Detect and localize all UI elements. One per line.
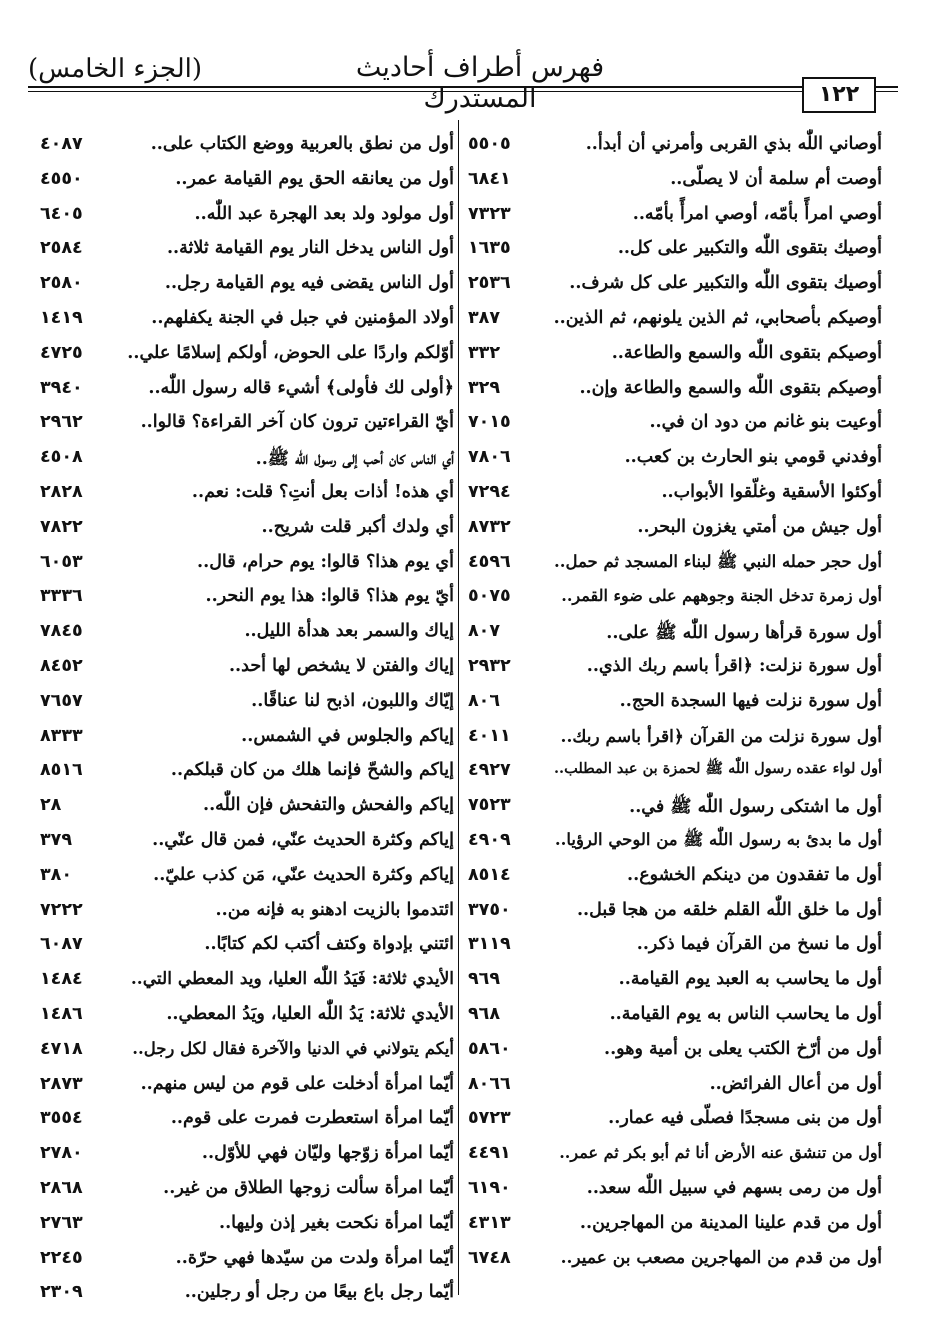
entry-reference-number: ١٤١٩ bbox=[40, 307, 83, 328]
index-entry bbox=[462, 1209, 882, 1244]
entry-text: أيّ القراءتين ترون كان آخر القراءة؟ قالوا.. bbox=[140, 412, 454, 433]
entry-reference-number: ٧٨٠٦ bbox=[468, 447, 511, 468]
entry-reference-number: ٢٣٠٩ bbox=[40, 1282, 83, 1303]
entry-reference-number: ٨٥١٤ bbox=[468, 864, 511, 885]
index-entry bbox=[40, 1278, 458, 1313]
entry-reference-number: ٩٦٨ bbox=[468, 1003, 501, 1024]
index-entry bbox=[462, 1000, 882, 1035]
entry-reference-number: ٥٧٢٣ bbox=[468, 1108, 511, 1129]
index-entry bbox=[462, 130, 882, 165]
entry-reference-number: ٨٠٦ bbox=[468, 690, 501, 711]
entry-reference-number: ١٤٨٤ bbox=[40, 969, 83, 990]
index-entry bbox=[40, 930, 458, 965]
index-entry bbox=[462, 374, 882, 409]
entry-reference-number: ٥٥٠٥ bbox=[468, 134, 511, 154]
entry-text: أيّما امرأة ولدت من سيّدها فهي حرّة.. bbox=[175, 1247, 454, 1268]
entry-text: أوعيت بنو غانم من دود ان في.. bbox=[649, 412, 882, 433]
entry-reference-number: ٧٦٥٧ bbox=[40, 690, 83, 711]
index-entry bbox=[40, 687, 458, 722]
index-entry bbox=[40, 756, 458, 791]
index-entry bbox=[462, 582, 882, 617]
index-entry bbox=[40, 374, 458, 409]
index-entry bbox=[40, 861, 458, 896]
index-entry bbox=[462, 234, 882, 269]
entry-text: أي هذه! أذات بعل أنتِ؟ قلت: نعم.. bbox=[191, 481, 454, 502]
entry-text: إياك والفتن لا يشخص لها أحد.. bbox=[228, 655, 454, 676]
entry-text: أول الناس يقضى فيه يوم القيامة رجل.. bbox=[164, 273, 454, 294]
entry-text: أول من تنشق عنه الأرض أنا ثم أبو بكر ثم عمر.. bbox=[559, 1143, 882, 1163]
index-entry bbox=[40, 1000, 458, 1035]
index-entry bbox=[462, 1070, 882, 1105]
entry-reference-number: ٤٤٩١ bbox=[468, 1143, 511, 1164]
index-entry bbox=[40, 1139, 458, 1174]
entry-reference-number: ٨٣٣٣ bbox=[40, 725, 83, 746]
entry-reference-number: ٢٧٦٣ bbox=[40, 1212, 83, 1233]
entry-reference-number: ١٤٨٦ bbox=[40, 1003, 83, 1024]
index-entry bbox=[462, 200, 882, 235]
index-entry bbox=[40, 513, 458, 548]
index-entry bbox=[40, 339, 458, 374]
entry-text: أول ما تفقدون من دينكم الخشوع.. bbox=[627, 864, 882, 885]
index-entry bbox=[40, 617, 458, 652]
index-entry bbox=[462, 722, 882, 757]
entry-reference-number: ١٦٣٥ bbox=[468, 238, 511, 259]
entry-text: أول جيش من أمتي يغزون البحر.. bbox=[637, 516, 882, 537]
entry-reference-number: ٧٢٩٤ bbox=[468, 481, 511, 502]
entry-text: إياكم والشحّ فإنما هلك من كان قبلكم.. bbox=[170, 760, 454, 781]
entry-reference-number: ٢٥٣٦ bbox=[468, 273, 511, 294]
entry-reference-number: ٨٧٣٢ bbox=[468, 516, 511, 537]
entry-text: أيّما امرأة سألت زوجها الطلاق من غير.. bbox=[163, 1177, 454, 1198]
index-entry bbox=[40, 652, 458, 687]
index-entry bbox=[40, 826, 458, 861]
entry-text: ائتني بإدواة وكتف أكتب لكم كتابًا.. bbox=[204, 934, 454, 955]
entry-reference-number: ٢٨ bbox=[40, 795, 62, 816]
index-entry bbox=[40, 896, 458, 931]
entry-text: ائتدموا بالزيت ادهنو به فإنه من.. bbox=[215, 899, 454, 920]
entry-text: أوصيكم بتقوى اللّٰه والسمع والطاعة.. bbox=[611, 342, 882, 363]
entry-reference-number: ٣٢٩ bbox=[468, 377, 501, 398]
entry-text: أول من بنى مسجدًا فصلّى فيه عمار.. bbox=[608, 1108, 882, 1129]
index-entry bbox=[462, 513, 882, 548]
index-entry bbox=[40, 200, 458, 235]
entry-reference-number: ٢٨٧٣ bbox=[40, 1073, 83, 1094]
index-entry bbox=[462, 896, 882, 931]
entry-text: أول سورة نزلت من القرآن ﴿اقرأ باسم ربك.. bbox=[560, 726, 882, 747]
entry-reference-number: ٣٣٢ bbox=[468, 342, 501, 363]
entry-reference-number: ٣٩٤٠ bbox=[40, 377, 83, 398]
entry-text: الأيدي ثلاثة: يَدُ اللّٰه العليا، ويَدُ المعطي.. bbox=[166, 1003, 454, 1024]
entry-text: أول ما خلق اللّٰه القلم خلقه من هجا قبل.. bbox=[576, 899, 882, 920]
entry-text: أوّلكم واردًا على الحوض، أولكم إسلامًا علي.. bbox=[127, 342, 454, 363]
entry-text: أول مولود ولد بعد الهجرة عبد اللّٰه.. bbox=[194, 203, 454, 224]
entry-reference-number: ٧٨٢٢ bbox=[40, 516, 83, 537]
entry-text: إياكم والجلوس في الشمس.. bbox=[241, 725, 454, 746]
entry-reference-number: ٢٥٨٤ bbox=[40, 238, 83, 259]
left-column bbox=[40, 130, 458, 1313]
entry-text: أيّما امرأة زوّجها وليّان فهي للأوّل.. bbox=[201, 1143, 454, 1164]
index-entry bbox=[462, 687, 882, 722]
index-entry bbox=[40, 130, 458, 165]
entry-reference-number: ٣٧٩ bbox=[40, 829, 73, 850]
index-entry bbox=[462, 1104, 882, 1139]
entry-text: أول من أعال الفرائض.. bbox=[709, 1073, 882, 1094]
index-entry bbox=[462, 408, 882, 443]
entry-text: أول الناس يدخل النار يوم القيامة ثلاثة.. bbox=[166, 238, 454, 259]
entry-reference-number: ٤٧٢٥ bbox=[40, 342, 83, 363]
entry-reference-number: ٨٥١٦ bbox=[40, 760, 83, 781]
entry-reference-number: ٣٣٣٦ bbox=[40, 586, 83, 607]
entry-reference-number: ٤٩٢٧ bbox=[468, 760, 511, 781]
volume-label: (الجزء الخامس) bbox=[28, 54, 202, 84]
entry-text: أول لواء عقده رسول اللّٰه ﷺ لحمزة بن عبد المطلب.. bbox=[554, 760, 882, 778]
entry-text: أول زمرة تدخل الجنة وجوههم على ضوء القمر.. bbox=[561, 586, 882, 606]
entry-reference-number: ٤٥٩٦ bbox=[468, 551, 511, 572]
entry-text: أول ما بدئ به رسول اللّٰه ﷺ من الوحي الرؤيا.. bbox=[554, 829, 882, 849]
entry-reference-number: ٧٨٤٥ bbox=[40, 621, 83, 642]
index-entry bbox=[40, 443, 458, 478]
entry-text: أوصت أم سلمة أن لا يصلّى.. bbox=[670, 168, 882, 189]
entry-reference-number: ٢٩٣٢ bbox=[468, 655, 511, 676]
entry-reference-number: ٧٠١٥ bbox=[468, 412, 511, 433]
index-entry bbox=[462, 965, 882, 1000]
entry-reference-number: ٤٥٠٨ bbox=[40, 447, 83, 468]
entry-reference-number: ٢٨٦٨ bbox=[40, 1177, 83, 1198]
index-entry bbox=[40, 1174, 458, 1209]
index-entry bbox=[462, 1244, 882, 1279]
entry-reference-number: ٤٥٥٠ bbox=[40, 168, 83, 189]
entry-text: أول ما نسخ من القرآن فيما ذكر.. bbox=[636, 934, 882, 955]
entry-reference-number: ٣٨٧ bbox=[468, 307, 501, 328]
column-divider bbox=[458, 120, 459, 1295]
index-entry bbox=[462, 304, 882, 339]
entry-text: أول سورة قرأها رسول اللّٰه ﷺ على.. bbox=[606, 623, 882, 644]
index-entry bbox=[462, 617, 882, 652]
entry-text: أول من نطق بالعربية ووضع الكتاب على.. bbox=[150, 134, 454, 154]
entry-reference-number: ٥٠٧٥ bbox=[468, 586, 511, 607]
entry-reference-number: ٢٥٨٠ bbox=[40, 273, 83, 294]
index-entry bbox=[462, 861, 882, 896]
entry-reference-number: ٩٦٩ bbox=[468, 969, 501, 990]
header-rule-thin bbox=[28, 91, 898, 92]
header-rule bbox=[28, 86, 898, 88]
entry-reference-number: ٤٠١١ bbox=[468, 725, 511, 746]
index-entry bbox=[40, 408, 458, 443]
entry-reference-number: ٢٧٨٠ bbox=[40, 1143, 83, 1164]
index-entry bbox=[462, 1174, 882, 1209]
entry-text: أول سورة نزلت: ﴿اقرأ باسم ربك الذي.. bbox=[586, 655, 882, 676]
index-entry bbox=[462, 756, 882, 791]
index-entry bbox=[40, 1035, 458, 1070]
entry-text: أول من رمى بسهم في سبيل اللّٰه سعد.. bbox=[586, 1177, 882, 1198]
entry-text: أوصيكم بأصحابي، ثم الذين يلونهم، ثم الذين.. bbox=[553, 307, 882, 328]
index-entry bbox=[462, 1139, 882, 1174]
index-entry bbox=[40, 269, 458, 304]
entry-text: أوصي امرأً بأمّه، أوصي امرأً بأمّه.. bbox=[632, 203, 882, 224]
index-entry bbox=[40, 582, 458, 617]
index-entry bbox=[40, 722, 458, 757]
entry-reference-number: ٣١١٩ bbox=[468, 934, 511, 955]
entry-text: الأيدي ثلاثة: فَيَدُ اللّٰه العليا، ويد المعطي التي.. bbox=[130, 969, 454, 990]
running-title: فهرس أطراف أحاديث المستدرك bbox=[355, 52, 605, 114]
entry-reference-number: ٦٠٥٣ bbox=[40, 551, 83, 572]
entry-text: إياك والسمر بعد هدأة الليل.. bbox=[244, 621, 454, 642]
right-column bbox=[462, 130, 882, 1278]
entry-reference-number: ٧٥٢٣ bbox=[468, 795, 511, 816]
index-entry bbox=[40, 791, 458, 826]
entry-text: أول ما يحاسب به العبد يوم القيامة.. bbox=[618, 969, 882, 990]
entry-reference-number: ٤٧١٨ bbox=[40, 1038, 83, 1059]
index-entry bbox=[40, 1070, 458, 1105]
entry-reference-number: ٨٠٧ bbox=[468, 621, 501, 642]
entry-text: أيّ يوم هذا؟ قالوا: هذا يوم النحر.. bbox=[205, 586, 454, 607]
index-entry bbox=[462, 930, 882, 965]
entry-text: أيّما امرأة استعطرت فمرت على قوم.. bbox=[170, 1108, 454, 1129]
index-entry bbox=[40, 1209, 458, 1244]
index-entry bbox=[462, 269, 882, 304]
entry-text: أول من قدم من المهاجرين مصعب بن عمير.. bbox=[560, 1247, 882, 1268]
index-entry bbox=[462, 478, 882, 513]
entry-reference-number: ٣٨٠ bbox=[40, 864, 73, 885]
index-entry bbox=[462, 652, 882, 687]
entry-text: أول ما اشتكى رسول اللّٰه ﷺ في.. bbox=[629, 797, 882, 818]
index-entry bbox=[40, 965, 458, 1000]
index-entry bbox=[40, 1244, 458, 1279]
entry-reference-number: ٦٤٠٥ bbox=[40, 203, 83, 224]
entry-text: أوصيك بتقوى اللّٰه والتكبير على كل.. bbox=[617, 238, 882, 259]
entry-reference-number: ٤٩٠٩ bbox=[468, 829, 511, 850]
entry-text: أيكم يتولاني في الدنيا والآخرة فقال لكل رجل.. bbox=[132, 1038, 454, 1058]
entry-reference-number: ٨٠٦٦ bbox=[468, 1073, 511, 1094]
entry-reference-number: ٢٨٢٨ bbox=[40, 481, 83, 502]
entry-reference-number: ٧٢٢٢ bbox=[40, 899, 83, 920]
entry-reference-number: ٢٢٤٥ bbox=[40, 1247, 83, 1268]
index-entry bbox=[462, 165, 882, 200]
entry-text: أوصيكم بتقوى اللّٰه والسمع والطاعة وإن.. bbox=[579, 377, 882, 398]
entry-reference-number: ٦٨٤١ bbox=[468, 168, 511, 189]
entry-text: إيّاك واللبون، اذبح لنا عناقًا.. bbox=[251, 690, 454, 711]
entry-reference-number: ٦١٩٠ bbox=[468, 1177, 511, 1198]
entry-text: أول ما يحاسب الناس به يوم القيامة.. bbox=[609, 1003, 882, 1024]
entry-text: إياكم وكثرة الحديث عنّي، مَن كذب عليّ.. bbox=[153, 864, 454, 885]
entry-text: أول حجر حمله النبي ﷺ لبناء المسجد ثم حمل.. bbox=[553, 551, 882, 571]
index-entry bbox=[462, 339, 882, 374]
entry-reference-number: ٥٨٦٠ bbox=[468, 1038, 511, 1059]
entry-text: أول من يعانقه الحق يوم القيامة عمر.. bbox=[175, 168, 454, 189]
entry-reference-number: ٤٠٨٧ bbox=[40, 134, 83, 154]
index-entry bbox=[40, 1104, 458, 1139]
entry-text: إياكم وكثرة الحديث عنّي، فمن قال عنّي.. bbox=[152, 829, 454, 850]
entry-reference-number: ٧٣٢٣ bbox=[468, 203, 511, 224]
entry-reference-number: ٨٤٥٢ bbox=[40, 655, 83, 676]
entry-text: أول من أرّخ الكتب يعلى بن أمية وهو.. bbox=[604, 1038, 882, 1059]
entry-reference-number: ٦٧٤٨ bbox=[468, 1247, 511, 1268]
entry-text: أي يوم هذا؟ قالوا: يوم حرام، قال.. bbox=[197, 551, 454, 572]
entry-text: أيّما امرأة أدخلت على قوم من ليس منهم.. bbox=[140, 1073, 454, 1094]
entry-text: أي الناس كان أحب إلى رسول اللّٰه ﷺ.. bbox=[255, 449, 454, 470]
entry-text: أي ولدك أكبر قلت شريح.. bbox=[261, 516, 454, 537]
entry-text: أيّما امرأة نكحت بغير إذن وليها.. bbox=[219, 1212, 454, 1233]
index-entry bbox=[40, 304, 458, 339]
entry-reference-number: ٤٣١٣ bbox=[468, 1212, 511, 1233]
entry-text: ﴿أولى لك فأولى﴾ أشيء قاله رسول اللّٰه.. bbox=[148, 377, 454, 398]
entry-reference-number: ٣٥٥٤ bbox=[40, 1108, 83, 1129]
entry-reference-number: ٦٠٨٧ bbox=[40, 934, 83, 955]
entry-text: أيّما رجل باع بيعًا من رجل أو رجلين.. bbox=[184, 1282, 454, 1303]
entry-reference-number: ٣٧٥٠ bbox=[468, 899, 511, 920]
index-entry bbox=[40, 234, 458, 269]
page-number: ١٢٢ bbox=[802, 77, 876, 113]
entry-text: أول من قدم علينا المدينة من المهاجرين.. bbox=[579, 1212, 882, 1233]
entry-text: أوصيك بتقوى اللّٰه والتكبير على كل شرف.. bbox=[569, 273, 882, 294]
index-entry bbox=[40, 165, 458, 200]
index-entry bbox=[40, 478, 458, 513]
index-entry bbox=[462, 826, 882, 861]
index-entry bbox=[40, 548, 458, 583]
entry-text: أول سورة نزلت فيها السجدة الحج.. bbox=[619, 690, 882, 711]
entry-reference-number: ٢٩٦٢ bbox=[40, 412, 83, 433]
index-entry bbox=[462, 1035, 882, 1070]
index-entry bbox=[462, 791, 882, 826]
entry-text: أولاد المؤمنين في جبل في الجنة يكفلهم.. bbox=[151, 307, 454, 328]
entry-text: أوصاني اللّٰه بذي القربى وأمرني أن أبدأ.. bbox=[585, 134, 882, 154]
entry-text: أوفدني قومي بنو الحارث بن كعب.. bbox=[624, 447, 882, 468]
index-entry bbox=[462, 443, 882, 478]
entry-text: إياكم والفحش والتفحش فإن اللّٰه.. bbox=[202, 795, 454, 816]
entry-text: أوكئوا الأسقية وغلّقوا الأبواب.. bbox=[661, 481, 882, 502]
index-entry bbox=[462, 548, 882, 583]
